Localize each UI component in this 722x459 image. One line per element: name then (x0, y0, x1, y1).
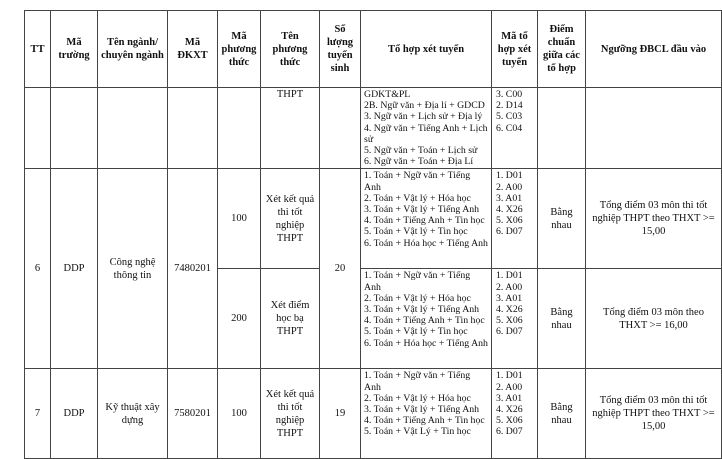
header-ma-phuong-thuc: Mã phương thức (218, 11, 261, 88)
cell-ma-dkxt (168, 88, 218, 169)
combo-code: 2. D14 (496, 100, 523, 112)
cell-tt (25, 88, 51, 169)
combo-code: 6. C04 (496, 122, 523, 134)
combo-item: 5. Toán + Vật lý + Tin học (364, 226, 468, 238)
combo-code: 1. D01 (496, 270, 523, 282)
table-row (25, 169, 722, 269)
cell-ma-to-hop (492, 269, 538, 369)
cell-tt: 7 (25, 369, 51, 459)
combo-item: GDKT&PL (364, 89, 411, 100)
combo-item: 2. Toán + Vật lý + Hóa học (364, 192, 471, 204)
cell-ten-phuong-thuc: Xét điểm học bạ THPT (261, 269, 320, 369)
combo-code: 3. A01 (496, 392, 523, 404)
combo-item: 2B. Ngữ văn + Địa lí + GDCD (364, 100, 485, 112)
header-nguong: Ngưỡng ĐBCL đầu vào (586, 11, 722, 88)
method-name-fragment: THPT (276, 89, 304, 100)
cell-ma-phuong-thuc: 100 (218, 369, 261, 459)
combo-item: 6. Ngữ văn + Toán + Địa Lí (364, 156, 474, 168)
combo-item: 6. Toán + Hóa học + Tiếng Anh (364, 237, 488, 249)
combo-code: 1. D01 (496, 170, 523, 182)
header-ma-truong: Mã trường (51, 11, 98, 88)
cell-ten-nganh (98, 88, 168, 169)
combo-item: 5. Toán + Vật lý + Tin học (364, 326, 468, 338)
cell-ma-phuong-thuc: 100 (218, 169, 261, 269)
combo-code: 6. D07 (496, 326, 523, 338)
cell-so-luong (320, 88, 361, 169)
header-ten-phuong-thuc: Tên phương thức (261, 11, 320, 88)
header-to-hop: Tổ hợp xét tuyển (361, 11, 492, 88)
combo-item: 2. Toán + Vật lý + Hóa học (364, 292, 471, 304)
combo-item: 4. Ngữ văn + Tiếng Anh + Lịch sử (364, 122, 488, 145)
header-tt: TT (25, 11, 51, 88)
cell-nguong (586, 88, 722, 169)
cell-ten-nganh: Kỹ thuật xây dựng (98, 369, 168, 459)
cell-ma-dkxt: 7480201 (168, 169, 218, 369)
combo-item: 2. Toán + Vật lý + Hóa học (364, 392, 471, 404)
combo-item: 1. Toán + Ngữ văn + Tiếng Anh (364, 270, 471, 293)
combo-code: 4. X26 (496, 204, 523, 216)
combo-item: 3. Toán + Vật lý + Tiếng Anh (364, 304, 480, 316)
cell-ten-phuong-thuc: Xét kết quả thi tốt nghiệp THPT (261, 169, 320, 269)
combo-item: 4. Toán + Tiếng Anh + Tin học (364, 215, 485, 227)
combo-code: 6. D07 (496, 426, 523, 438)
combo-item: 3. Ngữ văn + Lịch sử + Địa lý (364, 111, 483, 123)
table-row-continued (25, 88, 722, 169)
cell-ma-phuong-thuc: 200 (218, 269, 261, 369)
cell-so-luong: 20 (320, 169, 361, 369)
cell-ma-truong: DDP (51, 369, 98, 459)
combo-code: 5. X06 (496, 215, 523, 227)
cell-ma-truong: DDP (51, 169, 98, 369)
combo-code: 4. X26 (496, 404, 523, 416)
header-so-luong: Số lượng tuyển sinh (320, 11, 361, 88)
cell-to-hop (361, 369, 492, 459)
combo-item: 3. Toán + Vật lý + Tiếng Anh (364, 404, 480, 416)
header-diem-chuan: Điểm chuẩn giữa các tổ hợp (538, 11, 586, 88)
cell-nguong: Tổng điểm 03 môn theo THXT >= 16,00 (586, 269, 722, 369)
cell-diem-chuan: Bằng nhau (538, 169, 586, 269)
combo-item: 1. Toán + Ngữ văn + Tiếng Anh (364, 370, 471, 393)
combo-code: 3. A01 (496, 192, 523, 204)
header-row (25, 11, 722, 88)
header-ma-dkxt: Mã ĐKXT (168, 11, 218, 88)
cell-diem-chuan: Bằng nhau (538, 269, 586, 369)
combo-code: 1. D01 (496, 370, 523, 382)
combo-item: 5. Ngữ văn + Toán + Lịch sử (364, 145, 478, 157)
cell-ten-phuong-thuc (261, 88, 320, 169)
cell-ma-to-hop (492, 88, 538, 169)
combo-code: 2. A00 (496, 281, 523, 293)
combo-code: 3. A01 (496, 292, 523, 304)
cell-ma-to-hop (492, 169, 538, 269)
cell-so-luong: 19 (320, 369, 361, 459)
combo-code: 5. X06 (496, 415, 523, 427)
cell-to-hop (361, 269, 492, 369)
admission-table (24, 10, 722, 459)
combo-item: 1. Toán + Ngữ văn + Tiếng Anh (364, 170, 471, 193)
cell-to-hop (361, 88, 492, 169)
cell-ma-to-hop (492, 369, 538, 459)
cell-tt: 6 (25, 169, 51, 369)
combo-code: 2. A00 (496, 181, 523, 193)
header-ten-nganh: Tên ngành/ chuyên ngành (98, 11, 168, 88)
cell-nguong: Tổng điểm 03 môn thi tốt nghiệp THPT theo THXT >= 15,00 (586, 169, 722, 269)
combo-code: 6. D07 (496, 226, 523, 238)
cell-ten-nganh: Công nghệ thông tin (98, 169, 168, 369)
combo-item: 4. Toán + Tiếng Anh + Tin học (364, 315, 485, 327)
combo-item: 3. Toán + Vật lý + Tiếng Anh (364, 204, 480, 216)
combo-code: 2. A00 (496, 381, 523, 393)
cell-ten-phuong-thuc: Xét kết quả thi tốt nghiệp THPT (261, 369, 320, 459)
cell-diem-chuan (538, 88, 586, 169)
combo-item: 6. Toán + Hóa học + Tiếng Anh (364, 337, 488, 349)
table-row (25, 369, 722, 459)
combo-code: 4. X26 (496, 304, 523, 316)
cell-to-hop (361, 169, 492, 269)
cell-ma-truong (51, 88, 98, 169)
cell-nguong: Tổng điểm 03 môn thi tốt nghiệp THPT theo THXT >= 15,00 (586, 369, 722, 459)
combo-code: 5. X06 (496, 315, 523, 327)
header-ma-to-hop: Mã tổ hợp xét tuyển (492, 11, 538, 88)
cell-diem-chuan: Bằng nhau (538, 369, 586, 459)
combo-item: 5. Toán + Vật Lý + Tin học (364, 426, 471, 438)
cell-ma-phuong-thuc (218, 88, 261, 169)
combo-code: 5. C03 (496, 111, 523, 123)
cell-ma-dkxt: 7580201 (168, 369, 218, 459)
combo-code: 3. C00 (496, 89, 523, 100)
combo-item: 4. Toán + Tiếng Anh + Tin học (364, 415, 485, 427)
